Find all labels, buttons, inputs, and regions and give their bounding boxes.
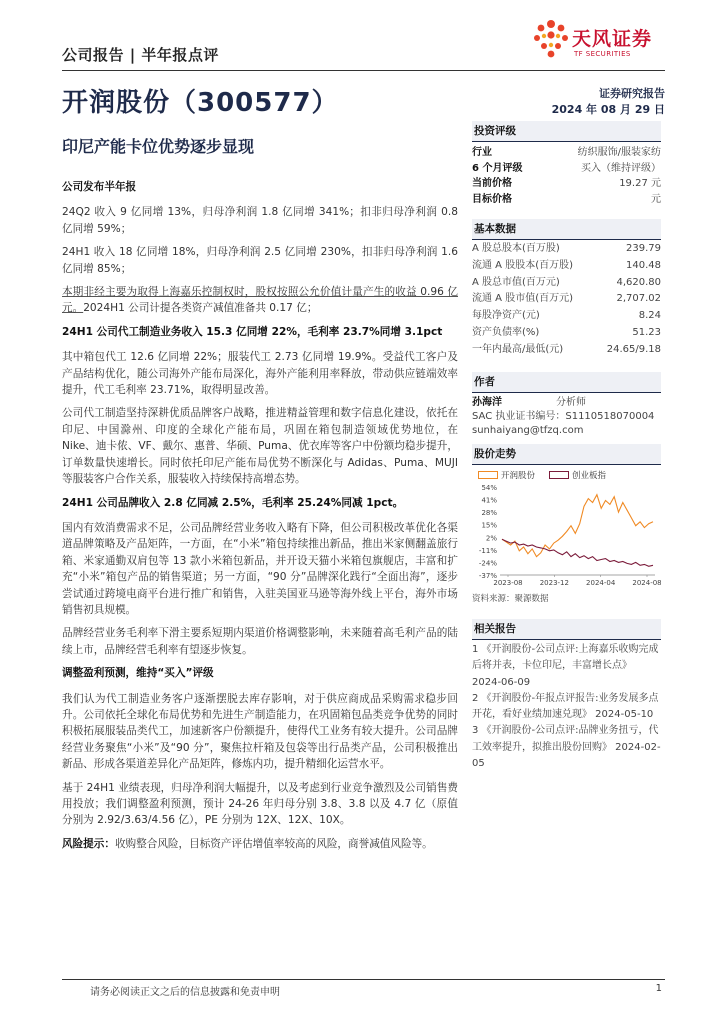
rating-key: 目标价格 [472,193,512,205]
basic-data-value: 239.79 [626,243,661,254]
legend-label: 创业板指 [572,471,607,481]
chart-source: 资料来源：聚源数据 [472,594,549,604]
basic-data-key: A 股总市值(百万元) [472,276,560,288]
legend-item [549,469,606,481]
legend-label: 开润股份 [501,471,536,481]
price-chart-box [472,444,661,604]
legend-swatch [549,471,569,479]
author-heading: 作者 [472,372,661,393]
risk-note [62,836,458,852]
author-sac: SAC 执业证书编号：S1110518070004 [472,411,655,422]
author-box [472,372,661,438]
paragraph: 24H1 收入 18 亿同增 18%，归母净利润 2.5 亿同增 230%，扣非归母净利润 1.6 亿同增 85%； [62,246,458,275]
basic-data-key: A 股总股本(百万股) [472,243,560,254]
paragraph: 我们认为代工制造业务客户逐渐摆脱去库存影响，对于供应商成品采购需求稳步回升。公司依托全球化布局优势和先进生产制造能力，在巩固箱包品类竞争优势的同时积极拓展服装品类代工，加速新客户份额提升，使得代工业务有较大提升。公司品牌经营业务聚焦“小米”及“90 分”，聚焦拉杆箱及包袋等出行品类产品，公司积极推出新品、形成各渠道差异化产品矩阵，修炼内功，提升精细化运营水平。 [62,692,458,771]
chart-legend [478,469,661,481]
basic-data-value: 2,707.02 [616,293,661,305]
section-title: 24H1 公司品牌收入 2.8 亿同减 2.5%，毛利率 25.24%同减 1pct。 [62,496,404,509]
risk-text: 收购整合风险，目标资产评估增值率较高的风险，商誉减值风险等。 [114,837,433,850]
legend-swatch [478,471,498,479]
series-line-2 [502,539,653,566]
related-heading: 相关报告 [472,619,661,640]
footer-divider [62,979,665,980]
y-tick-label: -24% [478,559,497,568]
y-tick-label: 54% [481,484,497,492]
basic-data-value: 4,620.80 [616,276,661,288]
page-number: 1 [655,983,662,994]
rating-row [472,192,661,208]
author-info [472,393,661,438]
basic-data-row [472,342,661,359]
y-tick-label: 2% [485,534,497,543]
main-body [62,176,458,859]
related-reports-box [472,619,661,772]
rating-list [472,142,661,207]
basic-data-value: 24.65/9.18 [606,343,661,355]
rating-value: 元 [651,193,661,205]
paragraph: 其中箱包代工 12.6 亿同增 22%；服装代工 2.73 亿同增 19.9%。受益代工客户及产品结构优化，随公司海外产能布局深化，海外产能利用率释放，带动供应链端效率提升，代工毛利率 23.71%，取得明显改善。 [62,351,458,397]
paragraph: 公司代工制造坚持深耕优质品牌客户战略，推进精益管理和数字信息化建设，依托在印尼、中国滁州、印度的全球化产能布局，巩固在箱包制造领域优势地位，在 Nike、迪卡侬、VF、戴尔、惠普、华硕、Puma、优衣库等客户中份额均稳步提升，订单数量快速增长。同时依托印尼产能布局优势不断深化与 Adidas、Puma、MUJI 等服装客户合作关系，服装收入持续保持高增态势。 [62,407,458,486]
basic-data-key: 资产负债率(%) [472,326,540,338]
rating-value: 19.27 元 [619,178,661,189]
paragraph: 国内有效消费需求不足，公司品牌经营业务收入略有下降，但公司积极改革优化各渠道品牌策略及产品矩阵，一方面，在“小米”箱包持续推出新品，推出米家侧翻盖旅行箱、米家通勤双肩包等 13 款小米箱包新品，并开设天猫小米箱包旗舰店，丰富和扩充“小米”箱包产品的销售渠道；另一方面，“90 分”品牌深化践行“全面出海”，逐步尝试通过跨境电商平台进行推广和销售，入驻美国亚马逊等海外线上平台，海外市场销售初具规模。 [62,521,458,616]
x-tick-label: 2023-08 [493,579,523,587]
basic-data-key: 流通 A 股市值(百万元) [472,293,574,305]
basic-data-row [472,308,661,325]
logo-wordmark-en: TF SECURITIES [574,50,631,58]
related-report-link[interactable]: 1 《开润股份-公司点评:上海嘉乐收购完成后将并表，卡位印尼，丰富增长点》 2024-06-09 [472,644,659,688]
rating-key: 当前价格 [472,178,512,189]
section-title: 24H1 公司代工制造业务收入 15.3 亿同增 22%，毛利率 23.7%同增 3.1pct [62,325,443,338]
y-tick-label: -11% [478,546,497,555]
rating-row [472,145,661,161]
price-chart [472,481,661,589]
report-category: 公司报告 | 半年报点评 [62,46,219,64]
basic-data-heading: 基本数据 [472,219,661,240]
basic-data-row [472,258,661,275]
basic-data-key: 流通 A 股股本(百万股) [472,259,574,271]
paragraph-tail: 2024H1 公司计提各类资产减值准备共 0.17 亿； [83,302,318,315]
rating-value: 纺织服饰/服装家纺 [577,147,661,158]
related-list [472,640,661,772]
paragraph [62,284,458,317]
header-divider [62,70,665,71]
disclaimer-note: 请务必阅读正文之后的信息披露和免责申明 [90,987,280,998]
section-title: 调整盈利预测，维持“买入”评级 [62,667,214,680]
author-name: 孙海洋 [472,397,502,408]
basic-data-row [472,325,661,342]
basic-data-row [472,241,661,258]
legend-item [478,469,535,481]
related-report-link[interactable]: 2 《开润股份-年报点评报告:业务发展多点开花，看好业绩加速兑现》 2024-05-10 [472,692,659,721]
company-name: 开润股份（300577） [62,88,339,118]
y-tick-label: 28% [481,509,497,518]
logo-wordmark: 天风证券 [572,28,653,50]
y-tick-label: -37% [478,572,497,580]
section-title: 公司发布半年报 [62,181,137,193]
basic-data-key: 每股净资产(元) [472,310,540,322]
rating-box [472,121,661,207]
series-line-1 [502,495,653,557]
rating-key: 6 个月评级 [472,162,523,174]
paragraph: 24Q2 收入 9 亿同增 13%，归母净利润 1.8 亿同增 341%；扣非归母净利润 0.8 亿同增 59%； [62,206,458,235]
basic-data-value: 51.23 [632,326,661,338]
basic-data-value: 140.48 [626,259,661,271]
basic-data-row [472,291,661,308]
paragraph: 品牌经营业务毛利率下滑主要系短期内渠道价格调整影响，未来随着高毛利产品的陆续上市，品牌经营毛利率有望逐步恢复。 [62,627,458,656]
basic-data-value: 8.24 [638,310,661,322]
paragraph: 基于 24H1 业绩表现，归母净利润大幅提升，以及考虑到行业竞争激烈及公司销售费用投放；我们调整盈利预测，预计 24-26 年归母分别 3.8、3.8 以及 4.7 亿（原值分别为 2.92/3.63/4.56 亿），PE 分别为 12X、12X、10X。 [62,781,458,827]
rating-value: 买入（维持评级） [581,162,661,174]
x-tick-label: 2023-12 [539,579,569,587]
logo-mark-icon [532,18,570,62]
brand-logo [532,18,668,66]
y-tick-label: 15% [481,521,497,530]
rating-key: 行业 [472,147,492,158]
basic-data-row [472,275,661,292]
basic-data-box [472,219,661,359]
report-headline: 印尼产能卡位优势逐步显现 [62,137,255,156]
report-type: 证券研究报告 [599,87,665,100]
rating-row [472,176,661,192]
x-tick-label: 2024-08 [632,579,661,587]
rating-row [472,161,661,177]
rating-heading: 投资评级 [472,121,661,142]
chart-heading: 股价走势 [472,444,661,465]
basic-data-key: 一年内最高/最低(元) [472,343,564,355]
basic-data-list [472,240,661,359]
y-tick-label: 41% [481,496,497,505]
risk-label: 风险提示： [62,837,115,850]
related-report-link[interactable]: 3 《开润股份-公司点评:品牌业务扭亏，代工效率提升，拟推出股份回购》 2024-02-05 [472,725,661,770]
x-tick-label: 2024-04 [586,579,616,587]
author-role: 分析师 [556,397,586,408]
underlined-text: 本期非经主要为取得上海嘉乐控制权时，股权按照公允价值计量产生的收益 0.96 亿元。 [62,286,458,315]
author-email[interactable]: sunhaiyang@tfzq.com [472,425,584,436]
report-date: 2024 年 08 月 29 日 [551,103,665,116]
